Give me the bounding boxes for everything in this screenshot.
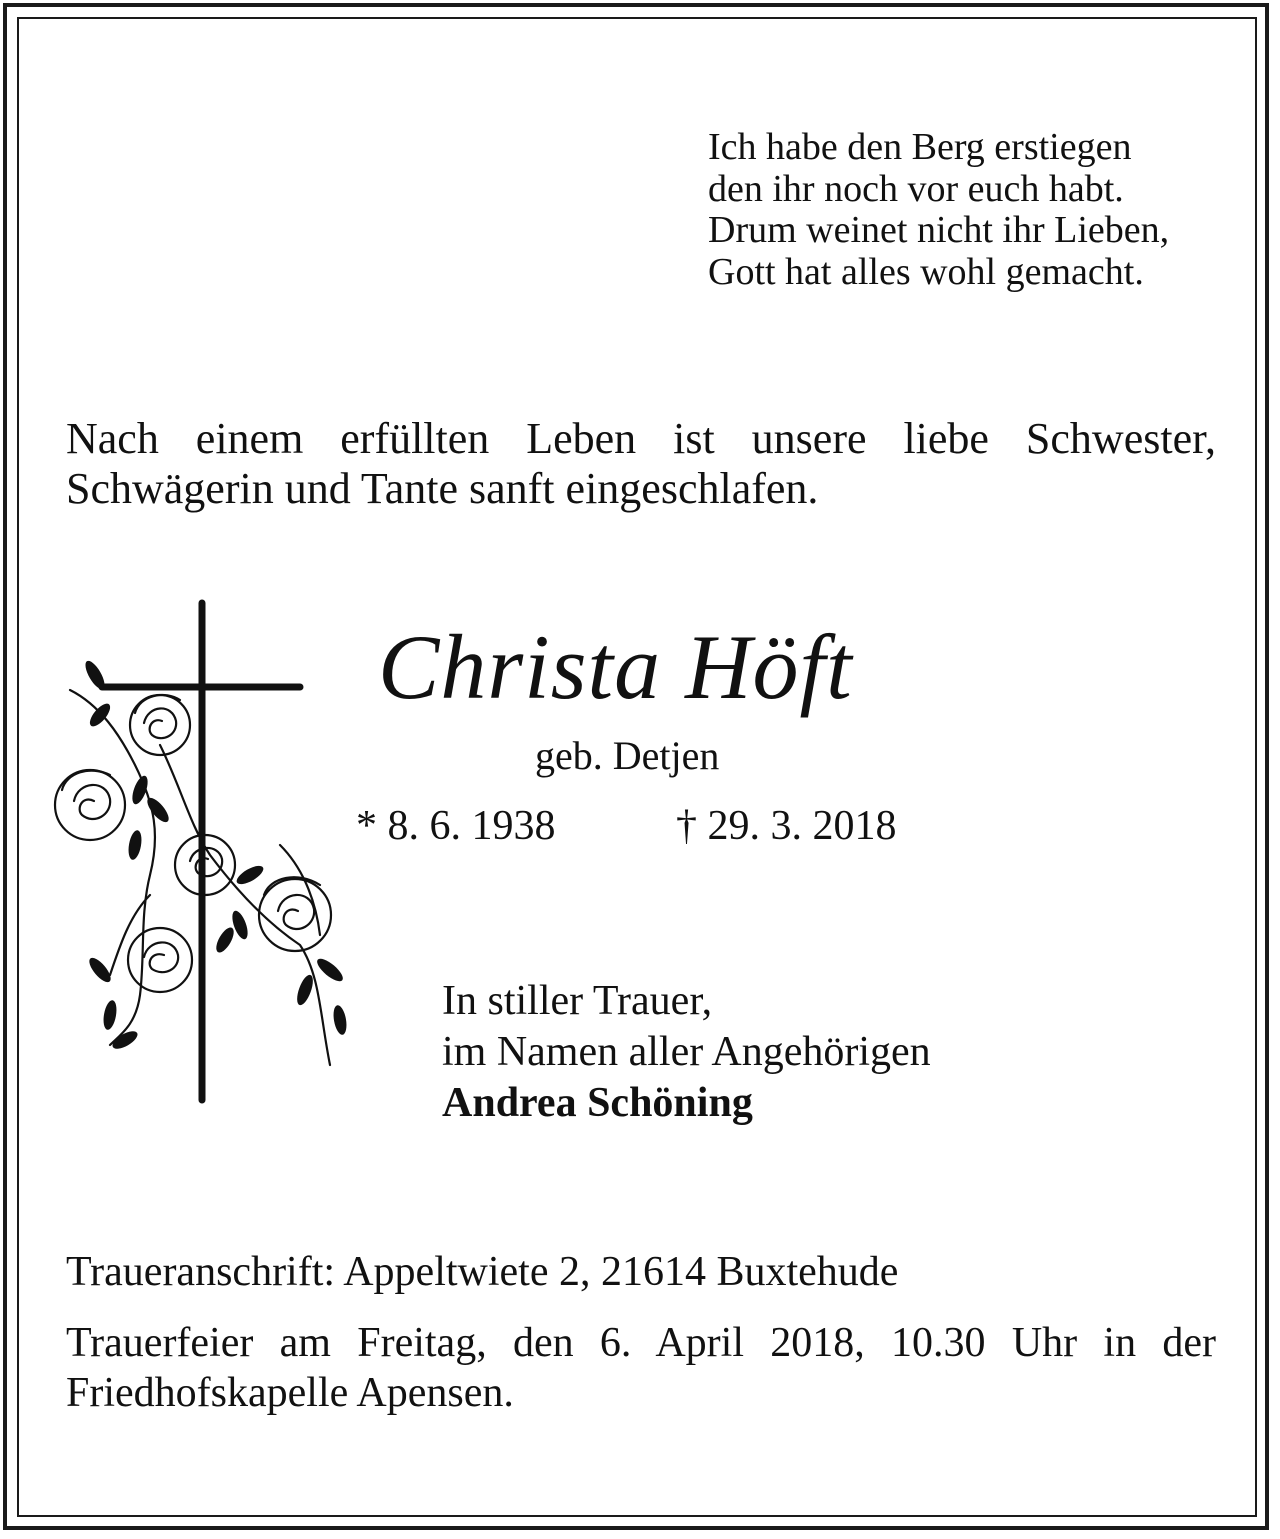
poem-line: Drum weinet nicht ihr Lieben, xyxy=(708,209,1170,251)
signer-name: Andrea Schöning xyxy=(442,1080,753,1126)
maiden-name: geb. Detjen xyxy=(535,733,720,778)
mourning-block xyxy=(442,976,1142,1129)
poem-line: Gott hat alles wohl gemacht. xyxy=(708,250,1144,293)
birth-date: * 8. 6. 1938 xyxy=(356,803,556,849)
mourning-line: im Namen aller Angehörigen xyxy=(442,1029,931,1075)
poem-block xyxy=(708,127,1228,293)
ceremony-info: Trauerfeier am Freitag, den 6. April 2018, 10.30 Uhr in der Friedhofskapelle Apensen. xyxy=(66,1320,1216,1416)
deceased-name: Christa Höft xyxy=(378,616,853,718)
cross-with-roses-icon xyxy=(40,595,370,1115)
mourning-address: Traueranschrift: Appeltwiete 2, 21614 Buxtehude xyxy=(66,1249,899,1295)
intro-text: Nach einem erfüllten Leben ist unsere liebe Schwester, Schwägerin und Tante sanft eingeschlafen. xyxy=(66,414,1216,513)
mourning-line: In stiller Trauer, xyxy=(442,978,713,1024)
poem-line: Ich habe den Berg erstiegen xyxy=(708,126,1132,168)
death-date: † 29. 3. 2018 xyxy=(676,803,897,849)
poem-line: den ihr noch vor euch habt. xyxy=(708,167,1124,210)
